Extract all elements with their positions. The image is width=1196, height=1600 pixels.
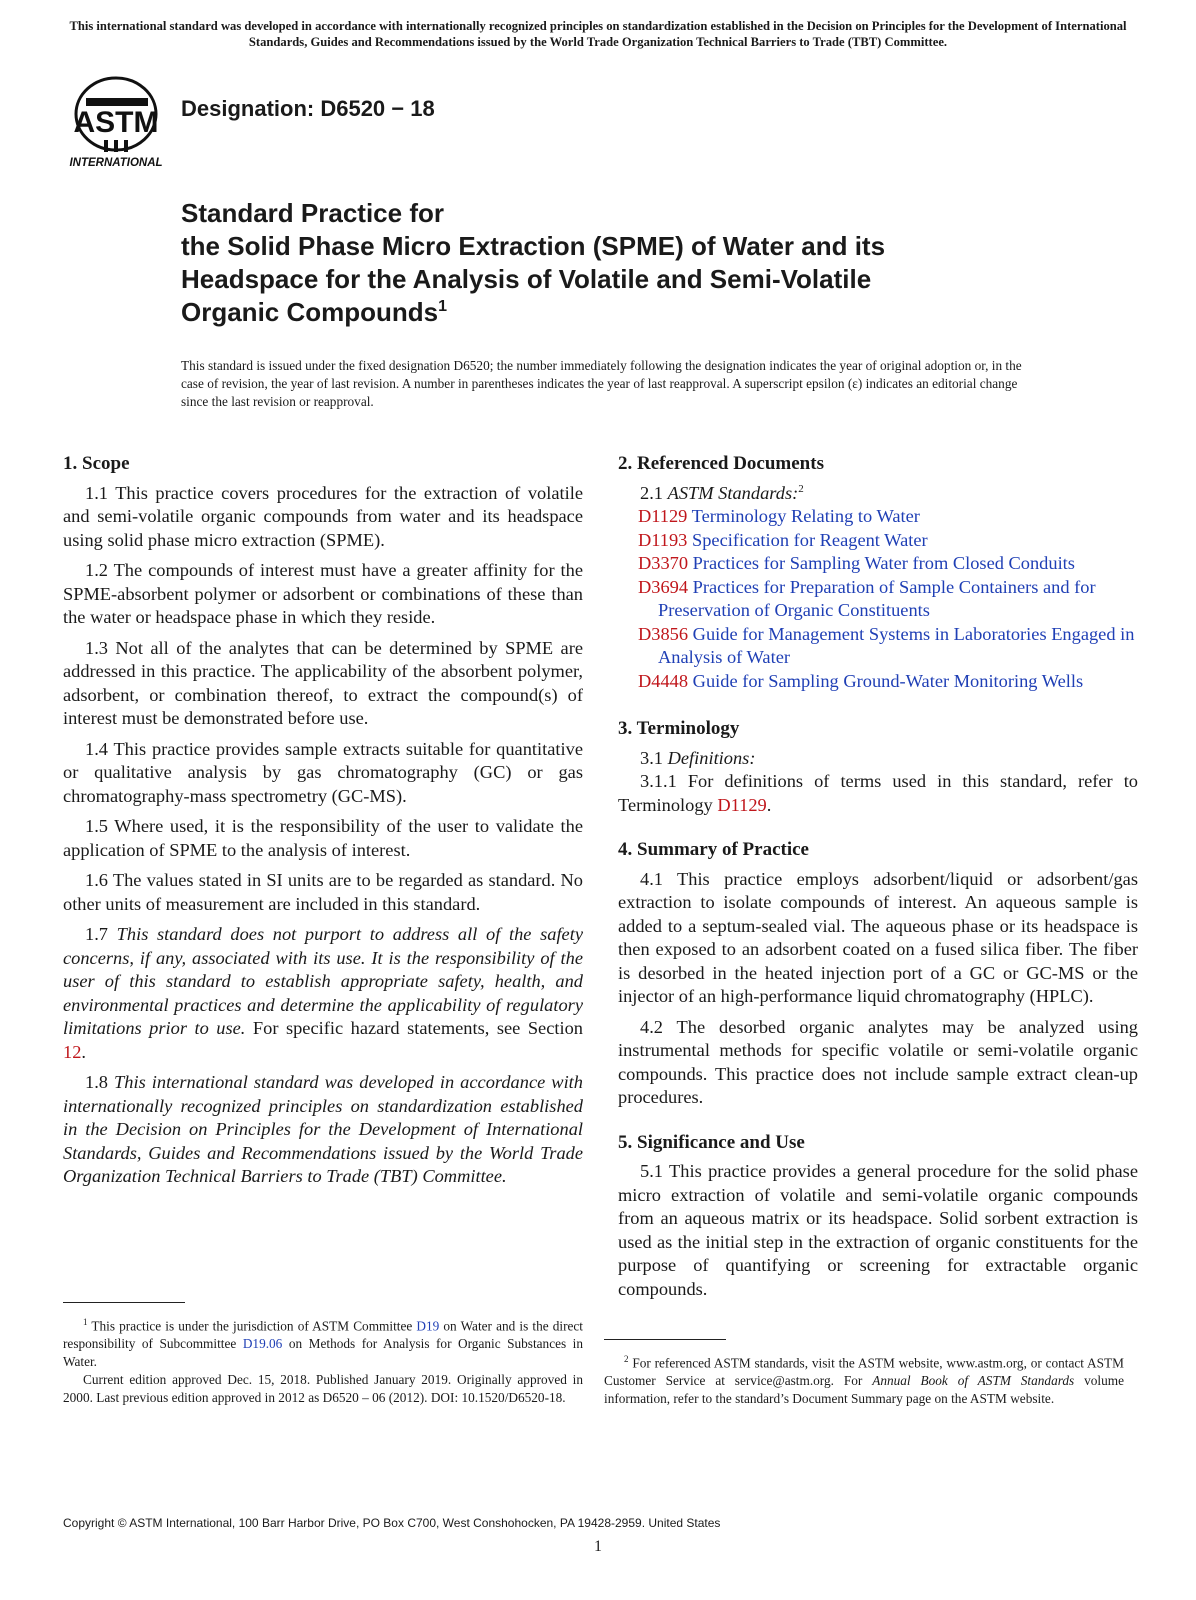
paragraph-3-1-1-end: . [766, 794, 772, 815]
section-heading-terminology: 3. Terminology [618, 718, 740, 739]
reference-item[interactable] [618, 552, 1138, 576]
hazard-statement-ref: For specific hazard statements, see Section [252, 1018, 583, 1038]
reference-item[interactable] [618, 529, 1138, 553]
paragraph-5-1: 5.1 This practice provides a general procedure for the solid phase micro extraction of volatile and semi-volatile organic compounds from an aqueous matrix or its headspace. Solid sorbent extraction is used as the initial step in the extraction of organic constituents for the purpose of quantifying or screening for extractable organic compounds. [618, 1161, 1138, 1299]
logo-text: ASTM [73, 106, 159, 139]
title-line-4: Organic Compounds [181, 297, 439, 327]
reference-item[interactable] [618, 623, 1138, 670]
section-heading-referenced-documents: 2. Referenced Documents [618, 453, 824, 474]
footnote-2 [604, 1350, 1124, 1408]
paragraph-4-1: 4.1 This practice employs adsorbent/liquid or adsorbent/gas extraction to isolate compounds of interest. An aqueous sample is added to a septum-sealed vial. The aqueous phase or its headspace is then exposed to an adsorbent coated on a fused silica fiber. The fiber is desorbed in the heated injection port of a GC or GC-MS or the injector of an high-performance liquid chromatography (HPLC). [618, 868, 1138, 1006]
paragraph-1-1: 1.1 This practice covers procedures for the extraction of volatile and semi-volatile organic compounds from water and its headspace using solid phase micro extraction (SPME). [63, 482, 583, 550]
paragraph-1-3: 1.3 Not all of the analytes that can be determined by SPME are addressed in this practice. The applicability of the absorbent polymer, adsorbent, or combination thereof, to extract the compound(s) of interest must be demonstrated before use. [63, 637, 583, 728]
left-footnotes [63, 1302, 583, 1407]
reference-code[interactable]: D1129 [638, 506, 688, 526]
title-line-2: the Solid Phase Micro Extraction (SPME) of Water and its [181, 231, 886, 261]
footnote-1-text-b: on Water and is the direct responsibility of Subcommittee [63, 1318, 583, 1352]
footnote-2-ref: 2 [798, 482, 804, 495]
reference-title[interactable]: Practices for Preparation of Sample Containers and for Preservation of Organic Constituents [658, 576, 1096, 620]
title-footnote-mark: 1 [438, 298, 448, 315]
subsection-3-1-label: Definitions: [667, 747, 756, 768]
para-1-8-number: 1.8 [85, 1072, 108, 1092]
section-heading-summary: 4. Summary of Practice [618, 839, 809, 860]
paragraph-1-6: 1.6 The values stated in SI units are to be regarded as standard. No other units of measurement are included in this standard. [63, 870, 583, 914]
section-heading-scope: 1. Scope [63, 453, 130, 474]
logo-sub: INTERNATIONAL [69, 157, 163, 169]
footnote-2-mark: 2 [624, 1354, 629, 1364]
paragraph-1-8 [63, 1071, 583, 1189]
footnote-2-text-a: For referenced ASTM standards, visit the ASTM website, www.astm.org, or contact ASTM Customer Service at service@astm.org. For [604, 1355, 1125, 1389]
section-12-link[interactable]: 12 [63, 1041, 82, 1062]
paragraph-4-2: 4.2 The desorbed organic analytes may be analyzed using instrumental methods for specific volatile or semi-volatile organic compounds. This practice does not include sample extract clean-up procedures. [618, 1016, 1138, 1107]
copyright-line: Copyright © ASTM International, 100 Barr Harbor Drive, PO Box C700, West Conshohocken, PA 19428-2959. United States [63, 1516, 721, 1530]
reference-title[interactable]: Terminology Relating to Water [691, 506, 920, 526]
footnote-1-text-c: on Methods for Analysis for Organic Substances in Water. [63, 1336, 584, 1370]
title-line-3: Headspace for the Analysis of Volatile and Semi-Volatile [181, 264, 872, 294]
paragraph-3-1-1-text: 3.1.1 For definitions of terms used in this standard, refer to Terminology [618, 771, 1138, 815]
annual-book-title: Annual Book of ASTM Standards [872, 1373, 1075, 1389]
footnote-2-text-b: volume information, refer to the standard’s Document Summary page on the ASTM website. [604, 1373, 1125, 1407]
committee-d19-link[interactable]: D19 [416, 1318, 440, 1334]
paragraph-3-1-1 [618, 770, 1138, 817]
reference-code[interactable]: D3856 [638, 623, 689, 644]
right-column [618, 452, 1138, 1308]
footnote-rule [63, 1302, 185, 1303]
reference-item[interactable] [618, 505, 1138, 529]
paragraph-1-4: 1.4 This practice provides sample extracts suitable for quantitative or qualitative analysis by gas chromatography (GC) or gas chromatography-mass spectrometry (GC-MS). [63, 738, 583, 806]
para-1-7-number: 1.7 [85, 924, 108, 944]
section-heading-significance: 5. Significance and Use [618, 1131, 805, 1153]
reference-code[interactable]: D4448 [638, 670, 689, 691]
reference-item[interactable] [618, 576, 1138, 623]
issuance-note: This standard is issued under the fixed designation D6520; the number immediately following the designation indicates the year of original adoption or, in the case of revision, the year of last revision. A number in parentheses indicates the year of last reapproval. A superscript epsilon (ε) indicates an editorial change since the last revision or reapproval. [181, 358, 1022, 409]
reference-code[interactable]: D3694 [638, 576, 689, 597]
right-footnotes [604, 1339, 1124, 1408]
footnote-1-mark: 1 [83, 1317, 88, 1327]
reference-title[interactable]: Guide for Sampling Ground-Water Monitoring Wells [692, 670, 1084, 691]
wto-statement: This international standard was developed in accordance with internationally recognized principles on standardization established in the Decision on Principles for the Development of International Standards, Guides and Recommendations issued by the World Trade Organization Technical Barriers to Trade (TBT) Committee. [63, 1072, 583, 1186]
footnote-rule [604, 1339, 726, 1340]
subsection-2-1-number: 2.1 [640, 482, 663, 503]
page-number: 1 [594, 1538, 602, 1555]
paragraph-1-7: 1.7 This standard does not purport to address all of the safety concerns, if any, associated with its use. It is the responsibility of the user of this standard to establish appropriate safety, health, and environmental practices and determine the applicability of regulatory limitations prior to use. For specific hazard statements, see Section 12. [63, 924, 583, 1062]
document-title [181, 197, 1041, 329]
reference-code[interactable]: D3370 [638, 553, 689, 573]
astm-standards-subheading [618, 482, 1138, 506]
reference-title[interactable]: Practices for Sampling Water from Closed Conduits [692, 553, 1075, 573]
safety-statement: This standard does not purport to address all of the safety concerns, if any, associated with its use. It is the responsibility of the user of this standard to establish appropriate safety, health, and environmental practices and determine the applicability of regulatory limitations prior to use. [63, 924, 583, 1038]
referenced-documents-list [618, 505, 1138, 693]
reference-code[interactable]: D1193 [638, 529, 688, 550]
left-column [63, 452, 583, 1196]
footnote-1-text-a: This practice is under the jurisdiction of ASTM Committee [91, 1318, 413, 1334]
designation: Designation: D6520 − 18 [181, 96, 435, 121]
edition-note: Current edition approved Dec. 15, 2018. Published January 2019. Originally approved in 2000. Last previous edition approved in 2012 as D6520 – 06 (2012). DOI: 10.1520/D6520-18. [63, 1372, 583, 1406]
reference-title[interactable]: Specification for Reagent Water [692, 529, 928, 550]
subsection-3-1-number: 3.1 [640, 747, 663, 768]
astm-logo [66, 70, 170, 170]
terminology-d1129-link[interactable]: D1129 [717, 794, 767, 815]
subcommittee-d19-06-link[interactable]: D19.06 [242, 1336, 283, 1352]
title-line-1: Standard Practice for [181, 198, 444, 228]
reference-item[interactable] [618, 670, 1138, 694]
footnote-1 [63, 1313, 583, 1407]
paragraph-1-2: 1.2 The compounds of interest must have a greater affinity for the SPME-absorbent polymer or adsorbent or combinations of these than the water or headspace phase in which they reside. [63, 560, 583, 627]
subsection-2-1-label: ASTM Standards: [667, 482, 799, 503]
reference-title[interactable]: Guide for Management Systems in Laboratories Engaged in Analysis of Water [658, 623, 1135, 667]
definitions-subheading [618, 747, 1138, 771]
wto-notice: This international standard was developed in accordance with internationally recognized principles on standardization established in the Decision on Principles for the Development of International Standards, Guides and Recommendations issued by the World Trade Organization Technical Barriers to Trade (TBT) Committee. [69, 19, 1127, 49]
paragraph-1-5: 1.5 Where used, it is the responsibility of the user to validate the application of SPME to the analysis of interest. [63, 816, 583, 860]
